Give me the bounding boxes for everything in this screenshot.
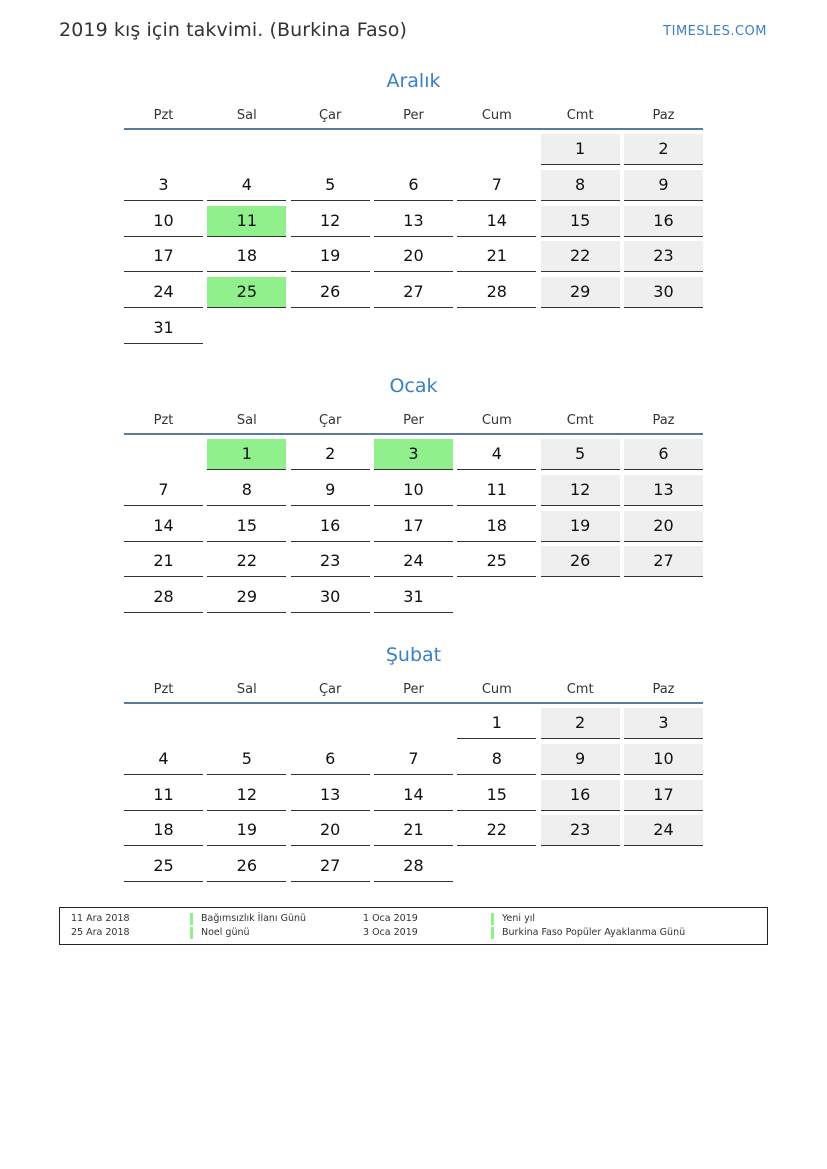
day-cell: 8 xyxy=(207,475,286,506)
day-cell: 18 xyxy=(124,815,203,846)
holiday-day-cell: 11 xyxy=(207,206,286,237)
weekday-header xyxy=(124,104,703,130)
weekday-label: Paz xyxy=(652,682,675,697)
day-cell: 17 xyxy=(124,241,203,272)
empty-cell xyxy=(124,708,203,739)
weekday-label: Cmt xyxy=(566,682,594,697)
day-cell: 12 xyxy=(291,206,370,237)
day-cell: 13 xyxy=(624,475,703,506)
weekday-label: Sal xyxy=(236,413,257,428)
day-cell: 10 xyxy=(624,744,703,775)
day-cell: 24 xyxy=(124,277,203,308)
empty-cell xyxy=(207,708,286,739)
weekday-label: Pzt xyxy=(153,108,174,123)
day-cell: 11 xyxy=(124,780,203,811)
day-cell: 3 xyxy=(124,170,203,201)
day-cell: 7 xyxy=(374,744,453,775)
legend-date: 25 Ara 2018 xyxy=(71,927,130,938)
day-cell: 4 xyxy=(124,744,203,775)
day-cell: 18 xyxy=(207,241,286,272)
day-cell: 9 xyxy=(291,475,370,506)
day-cell: 12 xyxy=(541,475,620,506)
day-cell: 10 xyxy=(124,206,203,237)
day-cell: 9 xyxy=(541,744,620,775)
day-cell: 27 xyxy=(291,851,370,882)
weekday-label: Paz xyxy=(652,108,675,123)
day-cell: 30 xyxy=(291,582,370,613)
empty-cell xyxy=(124,134,203,165)
page-title: 2019 kış için takvimi. (Burkina Faso) xyxy=(59,19,407,41)
day-cell: 24 xyxy=(374,546,453,577)
day-cell: 21 xyxy=(124,546,203,577)
day-grid xyxy=(124,708,703,882)
weekday-label: Paz xyxy=(652,413,675,428)
day-cell: 15 xyxy=(541,206,620,237)
day-cell: 26 xyxy=(541,546,620,577)
weekday-label: Pzt xyxy=(153,413,174,428)
day-cell: 22 xyxy=(457,815,536,846)
day-cell: 9 xyxy=(624,170,703,201)
empty-cell xyxy=(291,708,370,739)
day-grid xyxy=(124,134,703,344)
weekday-label: Cum xyxy=(481,108,512,123)
day-cell: 19 xyxy=(291,241,370,272)
holiday-day-cell: 1 xyxy=(207,439,286,470)
day-cell: 17 xyxy=(624,780,703,811)
weekday-header xyxy=(124,409,703,435)
weekday-label: Çar xyxy=(318,682,342,697)
day-cell: 26 xyxy=(207,851,286,882)
month-december xyxy=(124,67,703,344)
day-cell: 2 xyxy=(541,708,620,739)
day-cell: 23 xyxy=(541,815,620,846)
day-cell: 16 xyxy=(291,511,370,542)
legend-holiday-name: Noel günü xyxy=(190,927,250,939)
weekday-label: Cum xyxy=(481,413,512,428)
day-cell: 19 xyxy=(207,815,286,846)
day-cell: 11 xyxy=(457,475,536,506)
day-cell: 13 xyxy=(291,780,370,811)
day-cell: 30 xyxy=(624,277,703,308)
day-cell: 20 xyxy=(624,511,703,542)
day-cell: 16 xyxy=(624,206,703,237)
month-february xyxy=(124,641,703,882)
day-cell: 16 xyxy=(541,780,620,811)
day-cell: 26 xyxy=(291,277,370,308)
day-cell: 28 xyxy=(124,582,203,613)
day-cell: 14 xyxy=(124,511,203,542)
day-cell: 7 xyxy=(457,170,536,201)
day-cell: 6 xyxy=(374,170,453,201)
month-january xyxy=(124,372,703,613)
weekday-label: Çar xyxy=(318,413,342,428)
legend-date: 3 Oca 2019 xyxy=(363,927,418,938)
day-cell: 1 xyxy=(457,708,536,739)
day-cell: 18 xyxy=(457,511,536,542)
brand-link[interactable]: TIMESLES.COM xyxy=(663,24,767,39)
holiday-day-cell: 25 xyxy=(207,277,286,308)
day-cell: 6 xyxy=(291,744,370,775)
day-cell: 2 xyxy=(624,134,703,165)
weekday-label: Per xyxy=(403,413,424,428)
legend-holiday-name: Burkina Faso Popüler Ayaklanma Günü xyxy=(491,927,685,939)
day-cell: 6 xyxy=(624,439,703,470)
month-title: Ocak xyxy=(389,375,438,397)
weekday-label: Pzt xyxy=(153,682,174,697)
day-cell: 28 xyxy=(374,851,453,882)
holiday-day-cell: 3 xyxy=(374,439,453,470)
day-cell: 31 xyxy=(124,313,203,344)
day-cell: 29 xyxy=(541,277,620,308)
weekday-label: Cum xyxy=(481,682,512,697)
day-cell: 14 xyxy=(374,780,453,811)
weekday-header xyxy=(124,678,703,704)
day-cell: 10 xyxy=(374,475,453,506)
day-cell: 20 xyxy=(374,241,453,272)
day-cell: 27 xyxy=(374,277,453,308)
empty-cell xyxy=(124,439,203,470)
day-cell: 17 xyxy=(374,511,453,542)
day-cell: 13 xyxy=(374,206,453,237)
legend-date: 11 Ara 2018 xyxy=(71,913,130,924)
day-cell: 28 xyxy=(457,277,536,308)
legend-holiday-name: Yeni yıl xyxy=(491,913,535,925)
holiday-legend xyxy=(59,907,768,945)
weekday-label: Cmt xyxy=(566,413,594,428)
day-cell: 4 xyxy=(457,439,536,470)
day-cell: 21 xyxy=(457,241,536,272)
day-cell: 25 xyxy=(457,546,536,577)
day-cell: 27 xyxy=(624,546,703,577)
day-cell: 15 xyxy=(207,511,286,542)
day-cell: 14 xyxy=(457,206,536,237)
day-cell: 5 xyxy=(207,744,286,775)
day-cell: 23 xyxy=(291,546,370,577)
day-cell: 31 xyxy=(374,582,453,613)
day-cell: 12 xyxy=(207,780,286,811)
empty-cell xyxy=(291,134,370,165)
day-cell: 8 xyxy=(457,744,536,775)
day-cell: 5 xyxy=(541,439,620,470)
day-cell: 19 xyxy=(541,511,620,542)
day-cell: 23 xyxy=(624,241,703,272)
day-cell: 1 xyxy=(541,134,620,165)
day-cell: 25 xyxy=(124,851,203,882)
empty-cell xyxy=(457,134,536,165)
legend-holiday-name: Bağımsızlık İlanı Günü xyxy=(190,913,306,925)
day-grid xyxy=(124,439,703,613)
empty-cell xyxy=(207,134,286,165)
weekday-label: Per xyxy=(403,108,424,123)
day-cell: 29 xyxy=(207,582,286,613)
day-cell: 15 xyxy=(457,780,536,811)
day-cell: 22 xyxy=(541,241,620,272)
day-cell: 7 xyxy=(124,475,203,506)
weekday-label: Çar xyxy=(318,108,342,123)
weekday-label: Sal xyxy=(236,108,257,123)
weekday-label: Cmt xyxy=(566,108,594,123)
day-cell: 22 xyxy=(207,546,286,577)
empty-cell xyxy=(374,134,453,165)
empty-cell xyxy=(374,708,453,739)
weekday-label: Sal xyxy=(236,682,257,697)
day-cell: 24 xyxy=(624,815,703,846)
day-cell: 3 xyxy=(624,708,703,739)
day-cell: 21 xyxy=(374,815,453,846)
day-cell: 4 xyxy=(207,170,286,201)
day-cell: 20 xyxy=(291,815,370,846)
month-title: Aralık xyxy=(386,70,441,92)
legend-date: 1 Oca 2019 xyxy=(363,913,418,924)
month-title: Şubat xyxy=(385,644,442,666)
day-cell: 2 xyxy=(291,439,370,470)
weekday-label: Per xyxy=(403,682,424,697)
day-cell: 8 xyxy=(541,170,620,201)
day-cell: 5 xyxy=(291,170,370,201)
